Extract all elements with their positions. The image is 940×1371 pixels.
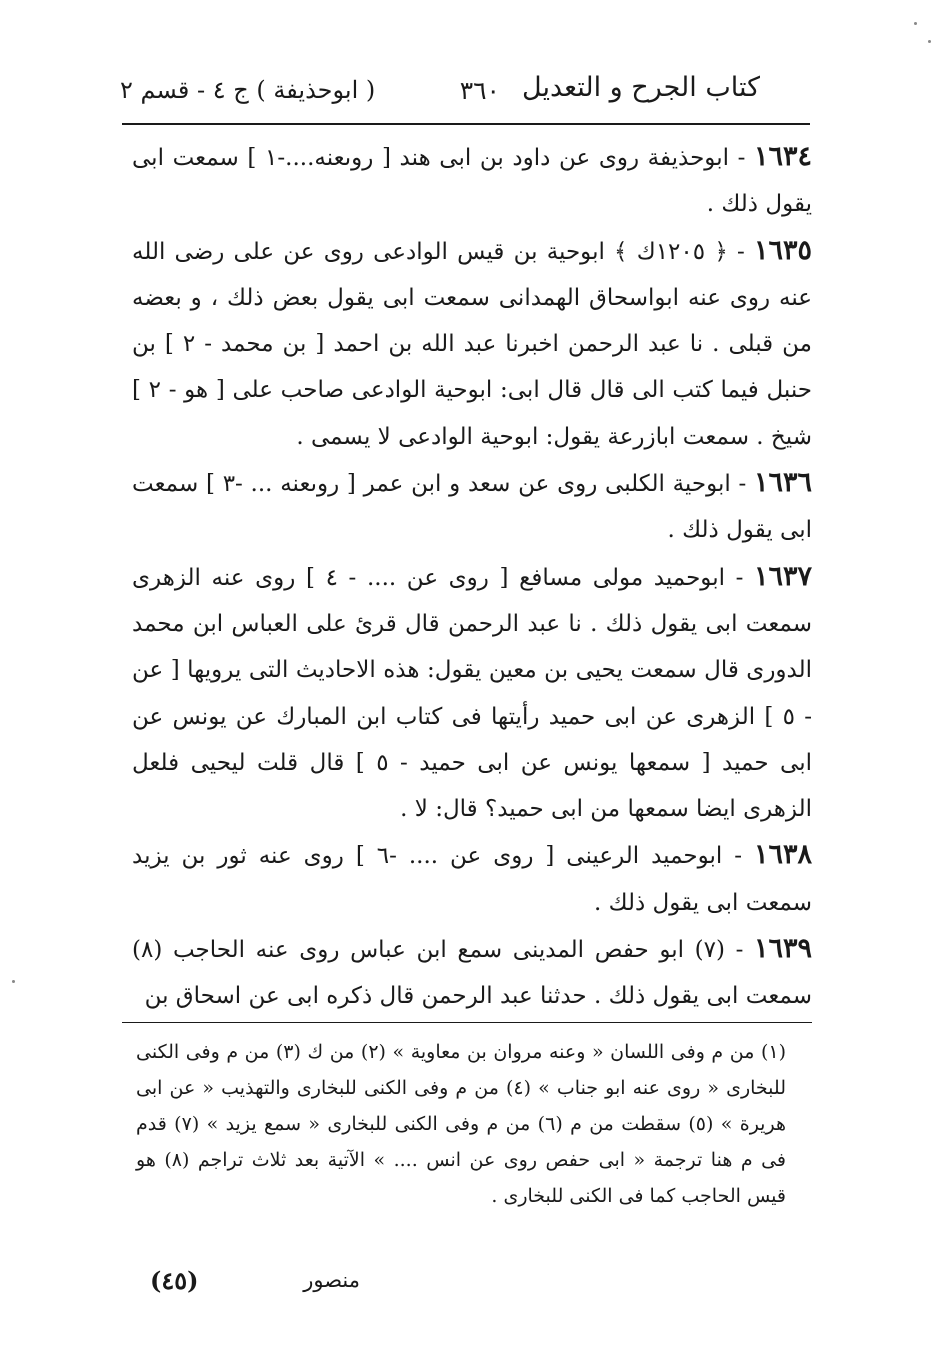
paper-speck [928,40,931,43]
footnotes: (١) من م وفى اللسان « وعنه مروان بن معاوية » (٢) من ك (٣) من م وفى الكنى للبخارى « روى عنه ابو جناب » (٤) من م وفى الكنى للبخارى والتهذيب « عن ابى هريرة » (٥) سقطت من م (٦) من م وفى الكنى للبخارى « سمع يزيد » (٧) قدم فى م هنا ترجمة « ابى حفص روى عن انس .... » الآتية بعد ثلاث تراجم (٨) هو قيس الحاجب كما فى الكنى للبخارى . [136,1041,787,1207]
printer-signature: منصور [303,1268,360,1292]
entry-1636 [132,460,812,554]
section-label: ( ابوحذيفة ) ج ٤ - قسم ٢ [120,76,376,104]
header-rule [122,123,810,125]
entry-number: ١٦٣٩ [753,933,812,965]
entry-text: - ابوحميد الرعينى [ روى عن .... -٦ ] روى عنه ثور بن يزيد سمعت ابى يقول ذلك . [132,843,812,916]
entry-text: - ابوحذيفة روى عن داود بن ابى هند [ روىعنه....-١ ] سمعت ابى يقول ذلك . [132,145,812,218]
entry-text: - (٧) ابو حفص المدينى سمع ابن عباس روى عنه الحاجب (٨) سمعت ابى يقول ذلك . حدثنا عبد الرحمن قال ذكره ابى عن اسحاق بن [132,937,812,1010]
entry-1637 [132,554,812,833]
running-header [120,62,800,118]
sheet-number: (٤٥) [150,1266,199,1295]
entry-number: ١٦٣٦ [754,467,813,499]
paper-speck [914,22,917,25]
entry-number: ١٦٣٨ [753,839,812,871]
entry-1638 [132,832,812,926]
main-text [132,134,812,1020]
entry-1639 [132,926,812,1020]
footnote-rule [122,1022,812,1023]
entry-1634 [132,134,812,228]
entry-text: - ابوحميد مولى مسافع [ روى عن .... - ٤ ] روى عنه الزهرى سمعت ابى يقول ذلك . نا عبد الرحمن قال قرئ على العباس ابن محمد الدورى قال سمعت يحيى بن معين يقول: هذه الاحاديث التى يرويها [ عن - ٥ ] الزهرى عن ابى حميد رأيتها فى كتاب ابن المبارك عن يونس عن ابى حميد [ سمعها يونس عن ابى حميد - ٥ ] قال قلت ليحيى فلعل الزهرى ايضا سمعها من ابى حميد؟ قال: لا . [132,564,812,823]
entry-text: - ﴿ ١٢٠٥ك ﴾ ابوحية بن قيس الوادعى روى عن على رضى الله عنه روى عنه ابواسحاق الهمدانى سمعت ابى يقول بعض ذلك ، و بعضه من قبلى . نا عبد الرحمن اخبرنا عبد الله بن احمد [ بن محمد - ٢ ] بن حنبل فيما كتب الى قال قال ابى: ابوحية الوادعى صاحب على [ هو - ٢ ] شيخ . سمعت ابازرعة يقول: ابوحية الوادعى لا يسمى . [132,238,812,450]
entry-number: ١٦٣٤ [753,141,812,172]
paper-speck [12,980,15,983]
entry-1635 [132,228,812,460]
book-title: كتاب الجرح و التعديل [522,72,760,103]
page-number: ٣٦٠ [459,76,500,105]
entry-number: ١٦٣٥ [753,234,812,266]
entry-number: ١٦٣٧ [754,560,813,592]
page-footer [150,1262,450,1302]
entry-text: - ابوحية الكلبى روى عن سعد و ابن عمر [ روىعنه ... -٣ ] سمعت ابى يقول ذلك . [132,471,812,544]
